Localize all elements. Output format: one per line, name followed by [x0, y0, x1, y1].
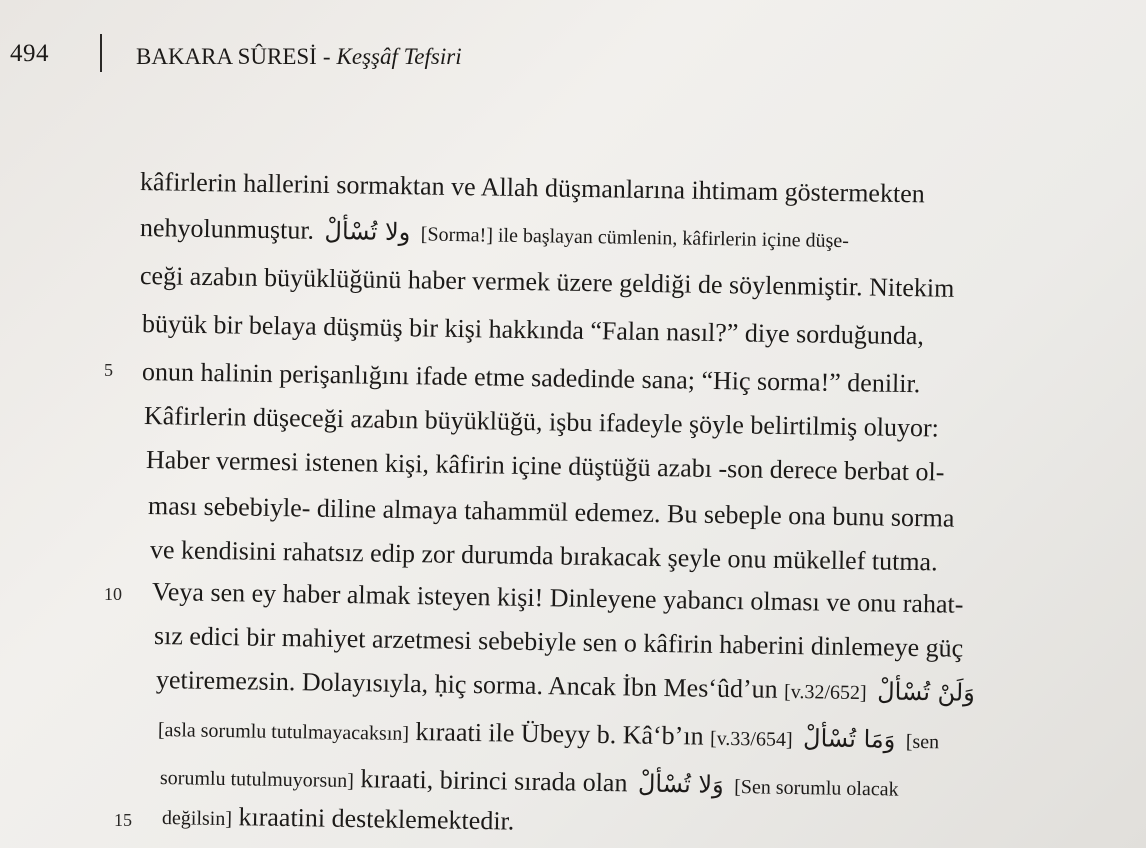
- arabic-quote: ولا تُسْألْ: [324, 216, 411, 247]
- translation-gloss: [sen: [905, 730, 940, 754]
- text-line-11: [154, 620, 964, 665]
- line-text: nehyolunmuştur.: [139, 213, 315, 245]
- text-line-4: [142, 308, 924, 352]
- death-date: [v.33/654]: [709, 727, 793, 751]
- line-text: kıraatini desteklemektedir.: [238, 802, 515, 836]
- death-date: [v.32/652]: [783, 680, 867, 705]
- text-line-14: [160, 760, 899, 806]
- arabic-quote: وَلا تُسْألْ: [637, 769, 724, 799]
- line-number-15: 15: [114, 810, 132, 830]
- text-line-2: [140, 212, 849, 257]
- translation-gloss: [Sen sorumlu olacak: [734, 776, 899, 801]
- line-text: ceği azabın büyüklüğünü haber vermek üzere geldiği de söylenmiştir. Nitekim: [139, 261, 955, 303]
- text-line-7: [146, 444, 945, 489]
- translation-gloss: [asla sorumlu tutulmayacaksın]: [157, 719, 410, 745]
- text-line-8: [148, 490, 955, 535]
- text-line-1: [140, 166, 925, 210]
- line-text: sız edici bir mahiyet arzetmesi sebebiyle sen o kâfirin haberini dinlemeye güç: [153, 621, 964, 663]
- line-text: ması sebebiyle- diline almaya tahammül edemez. Bu sebeple ona bunu sorma: [147, 491, 955, 533]
- line-text: büyük bir belaya düşmüş bir kişi hakkında “Falan nasıl?” diye sorduğunda,: [141, 309, 925, 351]
- text-line-6: [144, 400, 939, 444]
- line-text: yetiremezsin. Dolayısıyla, ḥiç sorma. Ancak İbn Mes‘ûd’un: [155, 665, 778, 704]
- translation-gloss: sorumlu tutulmuyorsun]: [159, 767, 355, 793]
- line-number-5: 5: [104, 360, 113, 380]
- text-line-3: [140, 260, 955, 305]
- line-text: Kâfirlerin düşeceği azabın büyüklüğü, işbu ifadeyle şöyle belirtilmiş oluyor:: [143, 401, 940, 443]
- book-title-main: BAKARA SÛRESİ: [136, 44, 317, 69]
- line-text: Haber vermesi istenen kişi, kâfirin içine düştüğü azabı -son derece berbat ol-: [145, 445, 945, 487]
- book-subtitle: Keşşâf Tefsiri: [336, 44, 462, 69]
- text-line-13: [158, 712, 940, 758]
- translation-gloss: [Sorma!] ile başlayan cümlenin, kâfirlerin içine düşe-: [420, 223, 850, 253]
- text-line-12: [156, 664, 979, 711]
- line-text: kâfirlerin hallerini sormaktan ve Allah düşmanlarına ihtimam göstermekten: [139, 167, 925, 209]
- translation-gloss: değilsin]: [161, 807, 233, 831]
- page-number: 494: [10, 40, 49, 67]
- arabic-quote: وَلَنْ تُسْألْ: [876, 677, 976, 707]
- line-text: onun halinin perişanlığını ifade etme sadedinde sana; “Hiç sorma!” denilir.: [141, 357, 921, 399]
- line-text: kıraati ile Übeyy b. Kâ‘b’ın: [415, 717, 704, 751]
- line-text: Veya sen ey haber almak isteyen kişi! Dinleyene yabancı olması ve onu rahat-: [151, 577, 964, 619]
- text-line-10: [152, 576, 964, 621]
- text-line-9: [150, 534, 938, 578]
- line-text: kıraati, birinci sırada olan: [360, 764, 628, 798]
- text-line-15: [162, 800, 515, 840]
- title-separator: -: [322, 44, 331, 69]
- text-line-5: [142, 356, 921, 400]
- line-number-10: 10: [104, 584, 122, 604]
- line-text: ve kendisini rahatsız edip zor durumda bırakacak şeyle onu mükellef tutma.: [149, 535, 938, 577]
- arabic-quote: وَمَا تُسْألْ: [802, 724, 896, 754]
